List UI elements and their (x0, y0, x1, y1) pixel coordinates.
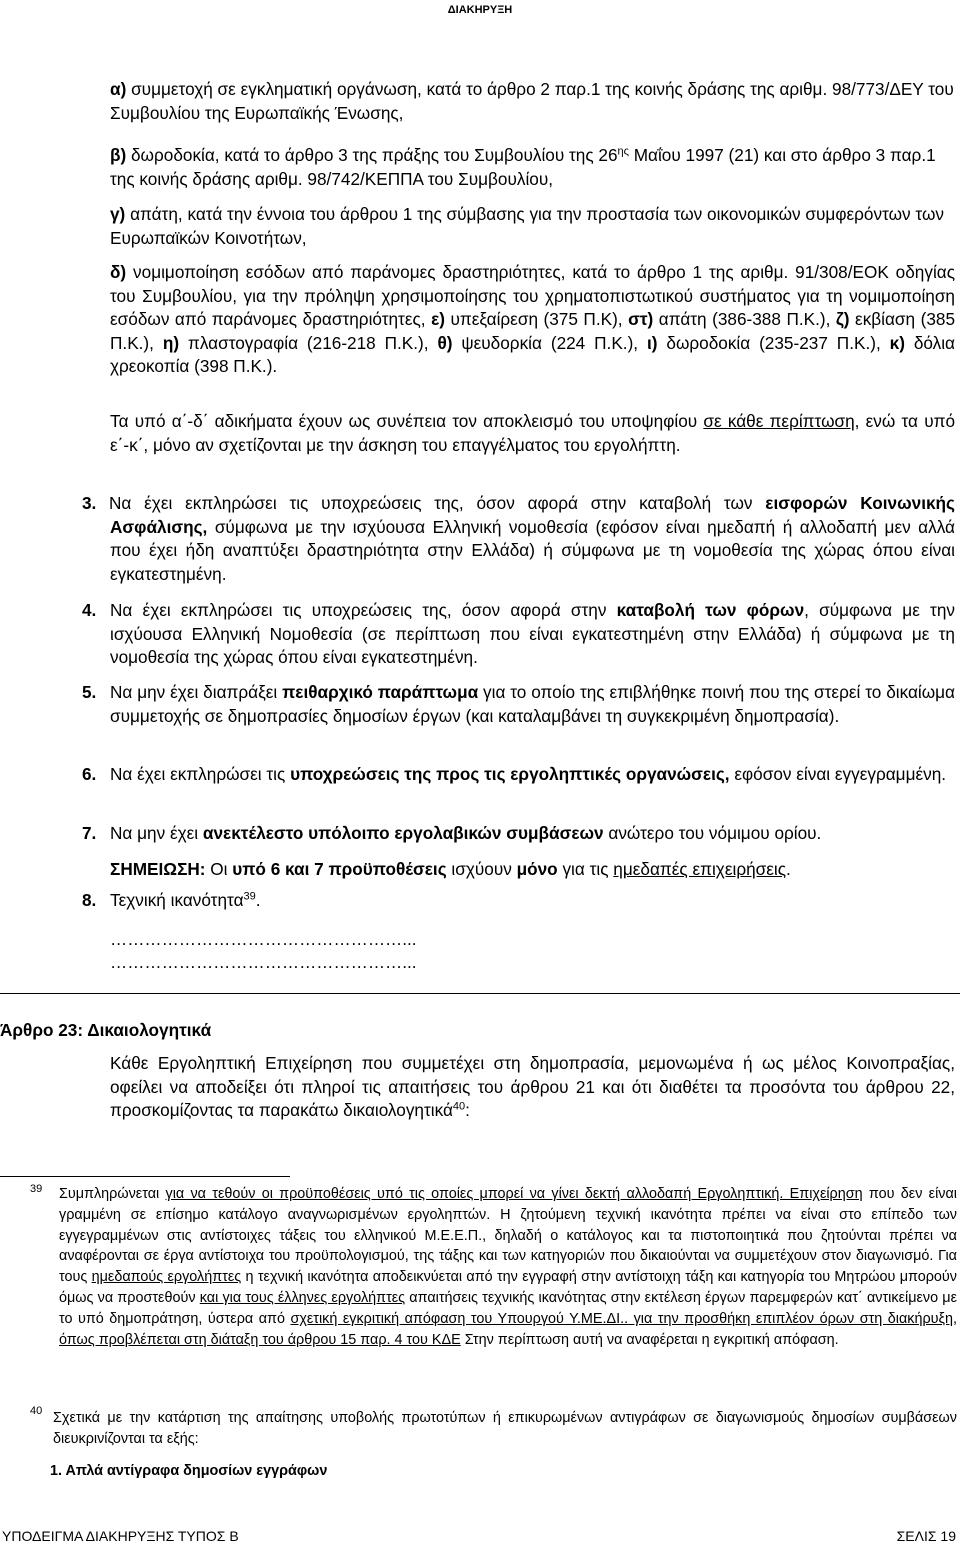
offense-b-text2: Μαΐου 1997 (21) και στο άρθρο 3 παρ.1 της κοινής δράσης αριθμ. 98/742/ΚΕΠΠΑ του Συμβουλίου, (110, 145, 936, 189)
item-5-text-c: για το οποίο της επιβλήθηκε ποινή που της στερεί το δικαίωμα συμμετοχής σε δημοπρασίες δημοσίων έργων (και καταλαμβάνει τη συγκεκριμένη δημοπρασία). (110, 682, 955, 726)
item-6-text-b: υποχρεώσεις της προς τις εργοληπτικές οργανώσεις, (290, 764, 730, 784)
item-6-text-c: εφόσον είναι εγγεγραμμένη. (729, 764, 947, 784)
offense-d-to-k (110, 261, 955, 379)
offense-c (110, 203, 955, 250)
offense-io-letter: ι) (646, 332, 658, 353)
item-7 (110, 822, 955, 846)
offense-c-letter: γ) (110, 204, 126, 224)
footnote-39-text-e: Στην περίπτωση αυτή να αναφέρεται η εγκριτική απόφαση. (460, 1331, 839, 1348)
offense-th-text: ψευδορκία (224 Π.Κ.), (452, 332, 647, 353)
item-8-end: . (255, 890, 261, 910)
offense-d-letter: δ) (110, 262, 127, 282)
article-body (110, 1052, 955, 1123)
article-body-text: Κάθε Εργοληπτική Επιχείρηση που συμμετέχει στη δημοπρασία, μεμονωμένα ή ως μέλος Κοινοπραξίας, οφείλει να αποδείξει ότι πληροί τις απαιτήσεις του άρθρου 21 και ότι διαθέτει τα προσόντα του άρθρου 22, προσκομίζοντας τα παρακάτω δικαιολογητικά (110, 1053, 955, 1120)
note-text-f: . (786, 859, 791, 879)
item-4-number: 4. (82, 600, 97, 620)
offense-b-text1: δωροδοκία, κατά το άρθρο 3 της πράξης του Συμβουλίου της 26 (126, 145, 618, 165)
article-footnote-ref[interactable]: 40 (452, 1100, 466, 1113)
item-3 (110, 492, 955, 586)
offense-b-letter: β) (110, 145, 127, 165)
item-5 (110, 681, 955, 728)
note-paragraph (110, 858, 955, 882)
item-4-text-a: Να έχει εκπληρώσει τις υποχρεώσεις της, όσον αφορά στην (110, 600, 617, 620)
offense-e-text: υπεξαίρεση (375 Π.Κ), (444, 309, 629, 329)
consequence-text-1: Τα υπό α΄-δ΄ αδικήματα έχουν ως συνέπεια τον αποκλεισμό του υποψηφίου (110, 411, 704, 431)
footnote-39-underline-3: και για τους έλληνες εργολήπτες (199, 1289, 406, 1306)
offense-e-letter: ε) (431, 309, 445, 329)
offense-k-text: δόλια χρεοκοπία (398 Π.Κ.). (110, 332, 955, 376)
item-3-text-c: σύμφωνα με την ισχύουσα Ελληνική νομοθεσία (εφόσον είναι ημεδαπή ή αλλοδαπή μεν αλλά που έχει ήδη αναπτύξει δραστηριότητα στην Ελλάδα) ή σύμφωνα με τη νομοθεσία της χώρας όπου είναι εγκατεστημένη. (110, 516, 955, 584)
footnote-40-item-1: 1. Απλά αντίγραφα δημοσίων εγγράφων (50, 1463, 328, 1479)
offense-z-text: εκβίαση (385 Π.Κ.), (110, 309, 956, 353)
offense-b-sup: ης (617, 145, 629, 158)
footer-left: ΥΠΟΔΕΙΓΜΑ ΔΙΑΚΗΡΥΞΗΣ ΤΥΠΟΣ Β (2, 1528, 239, 1544)
note-text-d: μόνο (516, 859, 558, 879)
offense-i-text: πλαστογραφία (216-218 Π.Κ.), (179, 332, 438, 353)
offense-d-text: νομιμοποίηση εσόδων από παράνομες δραστηριότητες, κατά το άρθρο 1 της αριθμ. 91/308/ΕΟΚ οδηγίας του Συμβουλίου, για την πρόληψη χρησιμοποίησης του χρηματοπιστωτικού συστήματος για τη νομιμοποίηση εσόδων από παράνομες δραστηριότητες, (110, 262, 955, 329)
consequence-underline: σε κάθε περίπτωση (703, 411, 855, 431)
footnote-39-text-a: Συμπληρώνεται (59, 1186, 166, 1202)
offense-st-text: απάτη (386-388 Π.Κ.), (653, 309, 836, 329)
footnote-40: Σχετικά με την κατάρτιση της απαίτησης υποβολής πρωτοτύπων ή επικυρωμένων αντιγράφων σε διαγωνισμούς δημοσίων συμβάσεων διευκρινίζονται τα εξής: (53, 1410, 957, 1447)
footnote-separator (0, 1176, 290, 1177)
dots-line-1: ……………………………………………... (110, 929, 417, 949)
item-7-text-a: Να μην έχει (110, 823, 203, 843)
item-5-number: 5. (82, 682, 97, 702)
item-5-text-b: πειθαρχικό παράπτωμα (282, 682, 479, 702)
article-title: Άρθρο 23: Δικαιολογητικά (0, 1020, 212, 1040)
item-7-number: 7. (82, 823, 97, 843)
footnote-39-mark: 39 (30, 1183, 43, 1195)
item-8 (110, 889, 955, 913)
footnote-39-text-b: που δεν είναι γραμμένη σε επίσημο κατάλογο αναγνωρισμένων εργοληπτών. Η ζητούμενη τεχνική ικανότητα πρέπει να είναι στο επίπεδο των εγγεγραμμένων στις αντίστοιχες τάξεις του ελληνικού Μ.Ε.Ε.Π., δηλαδή ο κατάλογος και τα πιστοποιητικά που ζητούνται πρέπει να αναφέρονται σε έργα αντίστοιχα του προϋπολογισμού, της τάξης και των κατηγοριών που δικαιούνται να συμμετέχουν στον διαγωνισμό. Για τους (59, 1186, 957, 1286)
item-3-number: 3. (82, 493, 97, 513)
item-8-text: Τεχνική ικανότητα (110, 890, 244, 910)
note-text-c: ισχύουν (446, 859, 517, 879)
offense-a-letter: α) (110, 79, 127, 99)
item-4-text-b: καταβολή των φόρων (616, 600, 805, 620)
dots-line-2: ……………………………………………... (110, 952, 417, 972)
item-5-text-a: Να μην έχει διαπράξει (110, 682, 283, 702)
consequence-paragraph (110, 410, 955, 457)
offense-io-text: δωροδοκία (235-237 Π.Κ.), (657, 332, 890, 353)
note-text-b: υπό 6 και 7 προϋποθέσεις (232, 859, 447, 879)
note-text-e: για τις (557, 859, 614, 879)
item-3-text-a: Να έχει εκπληρώσει τις υποχρεώσεις της, όσον αφορά στην καταβολή των (109, 493, 766, 513)
offense-a (110, 78, 955, 125)
page-header: ΔΙΑΚΗΡΥΞΗ (447, 4, 513, 16)
section-divider (0, 993, 960, 994)
item-6 (110, 763, 955, 787)
item-8-footnote-ref[interactable]: 39 (243, 890, 256, 903)
offense-a-text: συμμετοχή σε εγκληματική οργάνωση, κατά το άρθρο 2 παρ.1 της κοινής δράσης της αριθμ. 98/773/ΔΕΥ του Συμβουλίου της Ευρωπαϊκής Ένωσης, (110, 79, 954, 123)
item-6-number: 6. (82, 764, 97, 784)
footnote-39-underline-1: για να τεθούν οι προϋποθέσεις υπό τις οποίες μπορεί να γίνει δεκτή αλλοδαπή Εργοληπτική. Επιχείρηση (165, 1186, 863, 1202)
footnote-39-text-d: απαιτήσεις τεχνικής ικανότητας στην εκτέλεση έργων παρεμφερών κατ΄ αντικείμενο με το υπό δημοπράτηση, ύστερα από (59, 1289, 957, 1327)
note-underline: ημεδαπές επιχειρήσεις (613, 859, 787, 879)
item-3-text-b: εισφορών Κοινωνικής Ασφάλισης, (110, 493, 955, 537)
offense-th-letter: θ) (437, 332, 453, 353)
footnote-39 (59, 1184, 957, 1350)
offense-i-letter: η) (162, 332, 180, 353)
offense-c-text: απάτη, κατά την έννοια του άρθρου 1 της σύμβασης για την προστασία των οικονομικών συμφερόντων των Ευρωπαϊκών Κοινοτήτων, (110, 204, 944, 248)
consequence-text-2: , ενώ τα υπό ε΄-κ΄, μόνο αν σχετίζονται με την άσκηση του επαγγέλματος του εργολήπτη. (110, 411, 956, 455)
note-text-a: Οι (205, 859, 233, 879)
footnote-39-underline-4: σχετική εγκριτική απόφαση του Υπουργού Υ.ΜΕ.ΔΙ.. για την προσθήκη επιπλέον όρων στη διακήρυξη, όπως προβλέπεται στη διάταξη του άρθρου 15 παρ. 4 του ΚΔΕ (59, 1310, 957, 1348)
offense-b (110, 144, 955, 191)
footnote-39-text-c: η τεχνική ικανότητα αποδεικνύεται από την εγγραφή στην αντίστοιχη τάξη και κατηγορία του Μητρώου μπορούν όμως να προστεθούν (59, 1269, 957, 1306)
footer-page-number: ΣΕΛΙΣ 19 (896, 1528, 956, 1544)
footnote-40-mark: 40 (30, 1405, 43, 1417)
item-4-text-c: , σύμφωνα με την ισχύουσα Ελληνική Νομοθεσία (σε περίπτωση που είναι εγκατεστημένη στην Ελλάδα) ή σύμφωνα με τη νομοθεσία της χώρας όπου είναι εγκατεστημένη. (110, 600, 955, 667)
item-7-text-c: ανώτερο του νόμιμου ορίου. (603, 823, 822, 843)
offense-k-letter: κ) (889, 332, 905, 353)
offense-z-letter: ζ) (835, 309, 850, 329)
item-4 (110, 599, 955, 670)
footnote-39-underline-2: ημεδαπούς εργολήπτες (91, 1269, 242, 1286)
offense-st-letter: στ) (628, 309, 654, 329)
note-label: ΣΗΜΕΙΩΣΗ: (110, 859, 206, 879)
item-6-text-a: Να έχει εκπληρώσει τις (110, 764, 291, 784)
item-8-number: 8. (82, 890, 97, 910)
item-7-text-b: ανεκτέλεστο υπόλοιπο εργολαβικών συμβάσεων (202, 823, 604, 843)
article-body-end: : (465, 1100, 470, 1120)
